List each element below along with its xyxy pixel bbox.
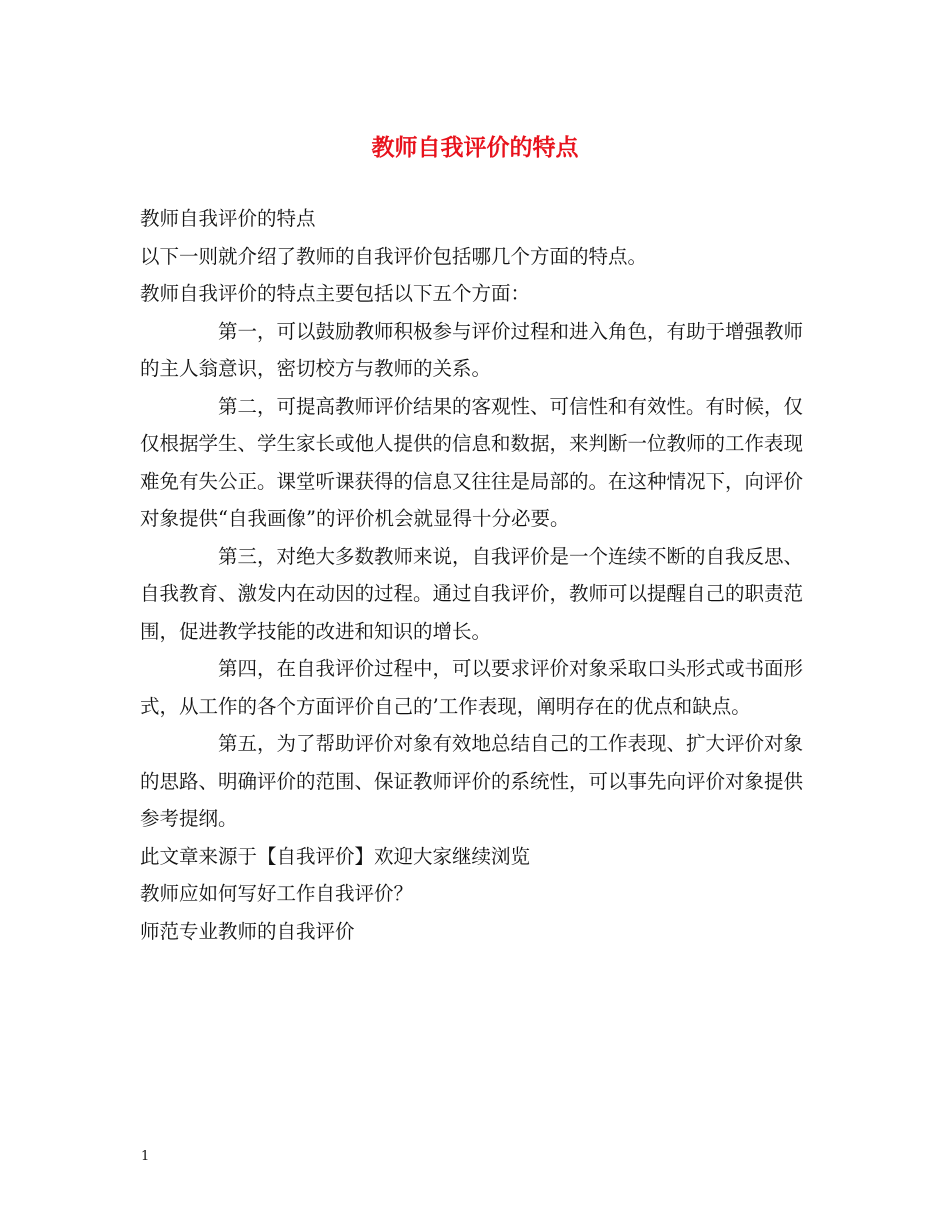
subtitle-line: 教师自我评价的特点 bbox=[140, 207, 316, 230]
document-body bbox=[140, 200, 820, 950]
summary-line: 教师自我评价的特点主要包括以下五个方面： bbox=[140, 282, 531, 305]
page-number: 1 bbox=[141, 1149, 150, 1164]
point-three-paragraph: 第三，对绝大多数教师来说，自我评价是一个连续不断的自我反思、自我教育、激发内在动因的过程。通过自我评价，教师可以提醒自己的职责范围，促进教学技能的改进和知识的增长。 bbox=[140, 544, 804, 643]
related-article-link[interactable]: 师范专业教师的自我评价 bbox=[140, 919, 355, 943]
point-four-paragraph: 第四，在自我评价过程中，可以要求评价对象采取口头形式或书面形式，从工作的各个方面评价自己的’工作表现，阐明存在的优点和缺点。 bbox=[140, 657, 804, 718]
point-two-paragraph: 第二，可提高教师评价结果的客观性、可信性和有效性。有时候，仅仅根据学生、学生家长或他人提供的信息和数据，来判断一位教师的工作表现难免有失公正。课堂听课获得的信息又往往是局部的。在这种情况下，向评价对象提供“自我画像”的评价机会就显得十分必要。 bbox=[140, 394, 804, 530]
intro-line: 以下一则就介绍了教师的自我评价包括哪几个方面的特点。 bbox=[140, 244, 648, 268]
point-one-paragraph: 第一，可以鼓励教师积极参与评价过程和进入角色，有助于增强教师的主人翁意识，密切校方与教师的关系。 bbox=[140, 319, 804, 380]
document-title: 教师自我评价的特点 bbox=[371, 134, 579, 161]
point-five-paragraph: 第五，为了帮助评价对象有效地总结自己的工作表现、扩大评价对象的思路、明确评价的范围、保证教师评价的系统性，可以事先向评价对象提供参考提纲。 bbox=[140, 732, 804, 830]
related-article-link[interactable]: 教师应如何写好工作自我评价？ bbox=[140, 882, 414, 905]
source-line: 此文章来源于【自我评价】欢迎大家继续浏览 bbox=[140, 844, 531, 868]
